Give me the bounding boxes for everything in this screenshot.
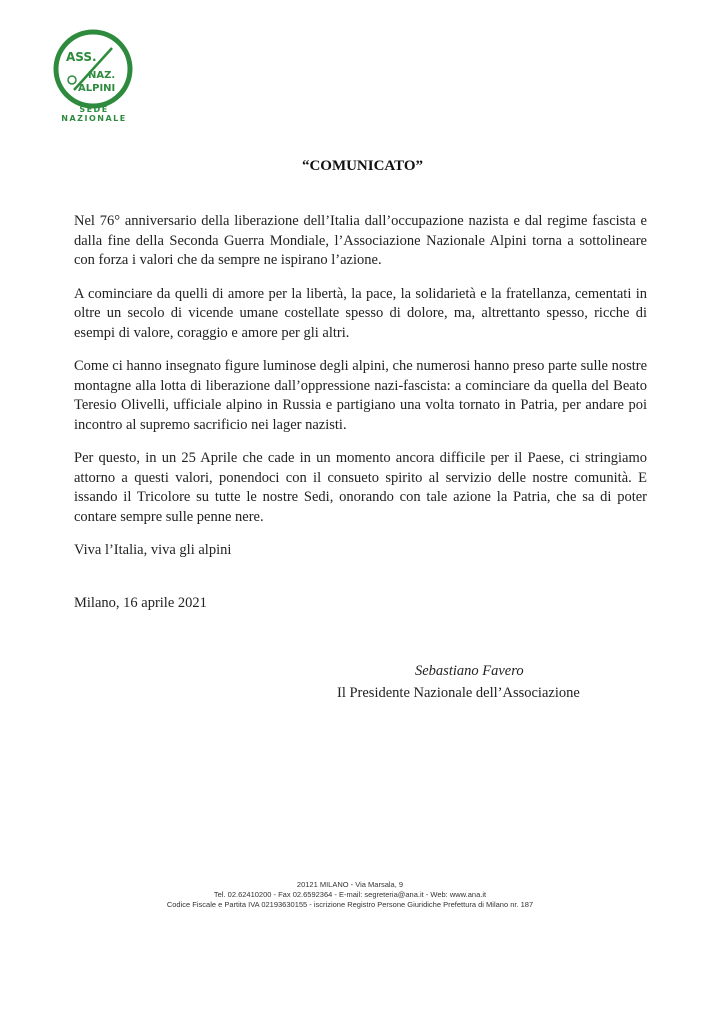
paragraph: Nel 76° anniversario della liberazione dell’Italia dall’occupazione nazista e dal regime fascista e dalla fine della Seconda Guerra Mondiale, l’Associazione Nazionale Alpini torna a sottolineare con forza i valori che da sempre ne ispirano l’azione. bbox=[74, 213, 647, 268]
letter-body bbox=[74, 212, 647, 575]
closing-line: Viva l’Italia, viva gli alpini bbox=[74, 542, 232, 558]
logo-text-mid: NAZ. bbox=[88, 70, 116, 81]
paragraph: A cominciare da quelli di amore per la libertà, la pace, la solidarietà e la fratellanza, cementati in oltre un secolo di vicende umane costellate spesso di dolore, ma, altrettanto spesso, ricche di esempi di valore, coraggio e amore per gli altri. bbox=[74, 285, 647, 341]
logo-text-bottom: ALPINI bbox=[78, 83, 116, 94]
signatory-role: Il Presidente Nazionale dell’Associazione bbox=[337, 685, 580, 701]
footer bbox=[130, 880, 570, 910]
document-title: “COMUNICATO” bbox=[301, 158, 424, 174]
letter-date: Milano, 16 aprile 2021 bbox=[74, 595, 207, 611]
ana-logo-icon bbox=[52, 28, 134, 110]
paragraph: Per questo, in un 25 Aprile che cade in un momento ancora difficile per il Paese, ci stringiamo attorno a questi valori, ponendoci con il consueto spirito al servizio delle nostre comunità. E issando il Tricolore su tutte le nostre Sedi, onorando con tale azione la Patria, che sa di poter contare sempre sulle penne nere. bbox=[74, 450, 647, 525]
signatory-name: Sebastiano Favero bbox=[415, 663, 524, 679]
footer-address: 20121 MILANO - Via Marsala, 9 bbox=[296, 880, 404, 889]
logo-text-top: ASS. bbox=[66, 50, 97, 64]
footer-registration: Codice Fiscale e Partita IVA 02193630155 - iscrizione Registro Persone Giuridiche Prefettura di Milano nr. 187 bbox=[166, 900, 534, 909]
footer-contacts: Tel. 02.62410200 - Fax 02.6592364 - E-mail: segreteria@ana.it - Web: www.ana.it bbox=[213, 890, 487, 899]
paragraph: Come ci hanno insegnato figure luminose degli alpini, che numerosi hanno preso parte sulle nostre montagne alla lotta di liberazione dall’oppressione nazi-fascista: a cominciare da quella del Beato Teresio Olivelli, ufficiale alpino in Russia e partigiano una volta tornato in Patria, per andare poi incontro al supremo sacrificio nei lager nazisti. bbox=[74, 358, 648, 433]
sede-label: SEDE NAZIONALE bbox=[61, 105, 127, 123]
